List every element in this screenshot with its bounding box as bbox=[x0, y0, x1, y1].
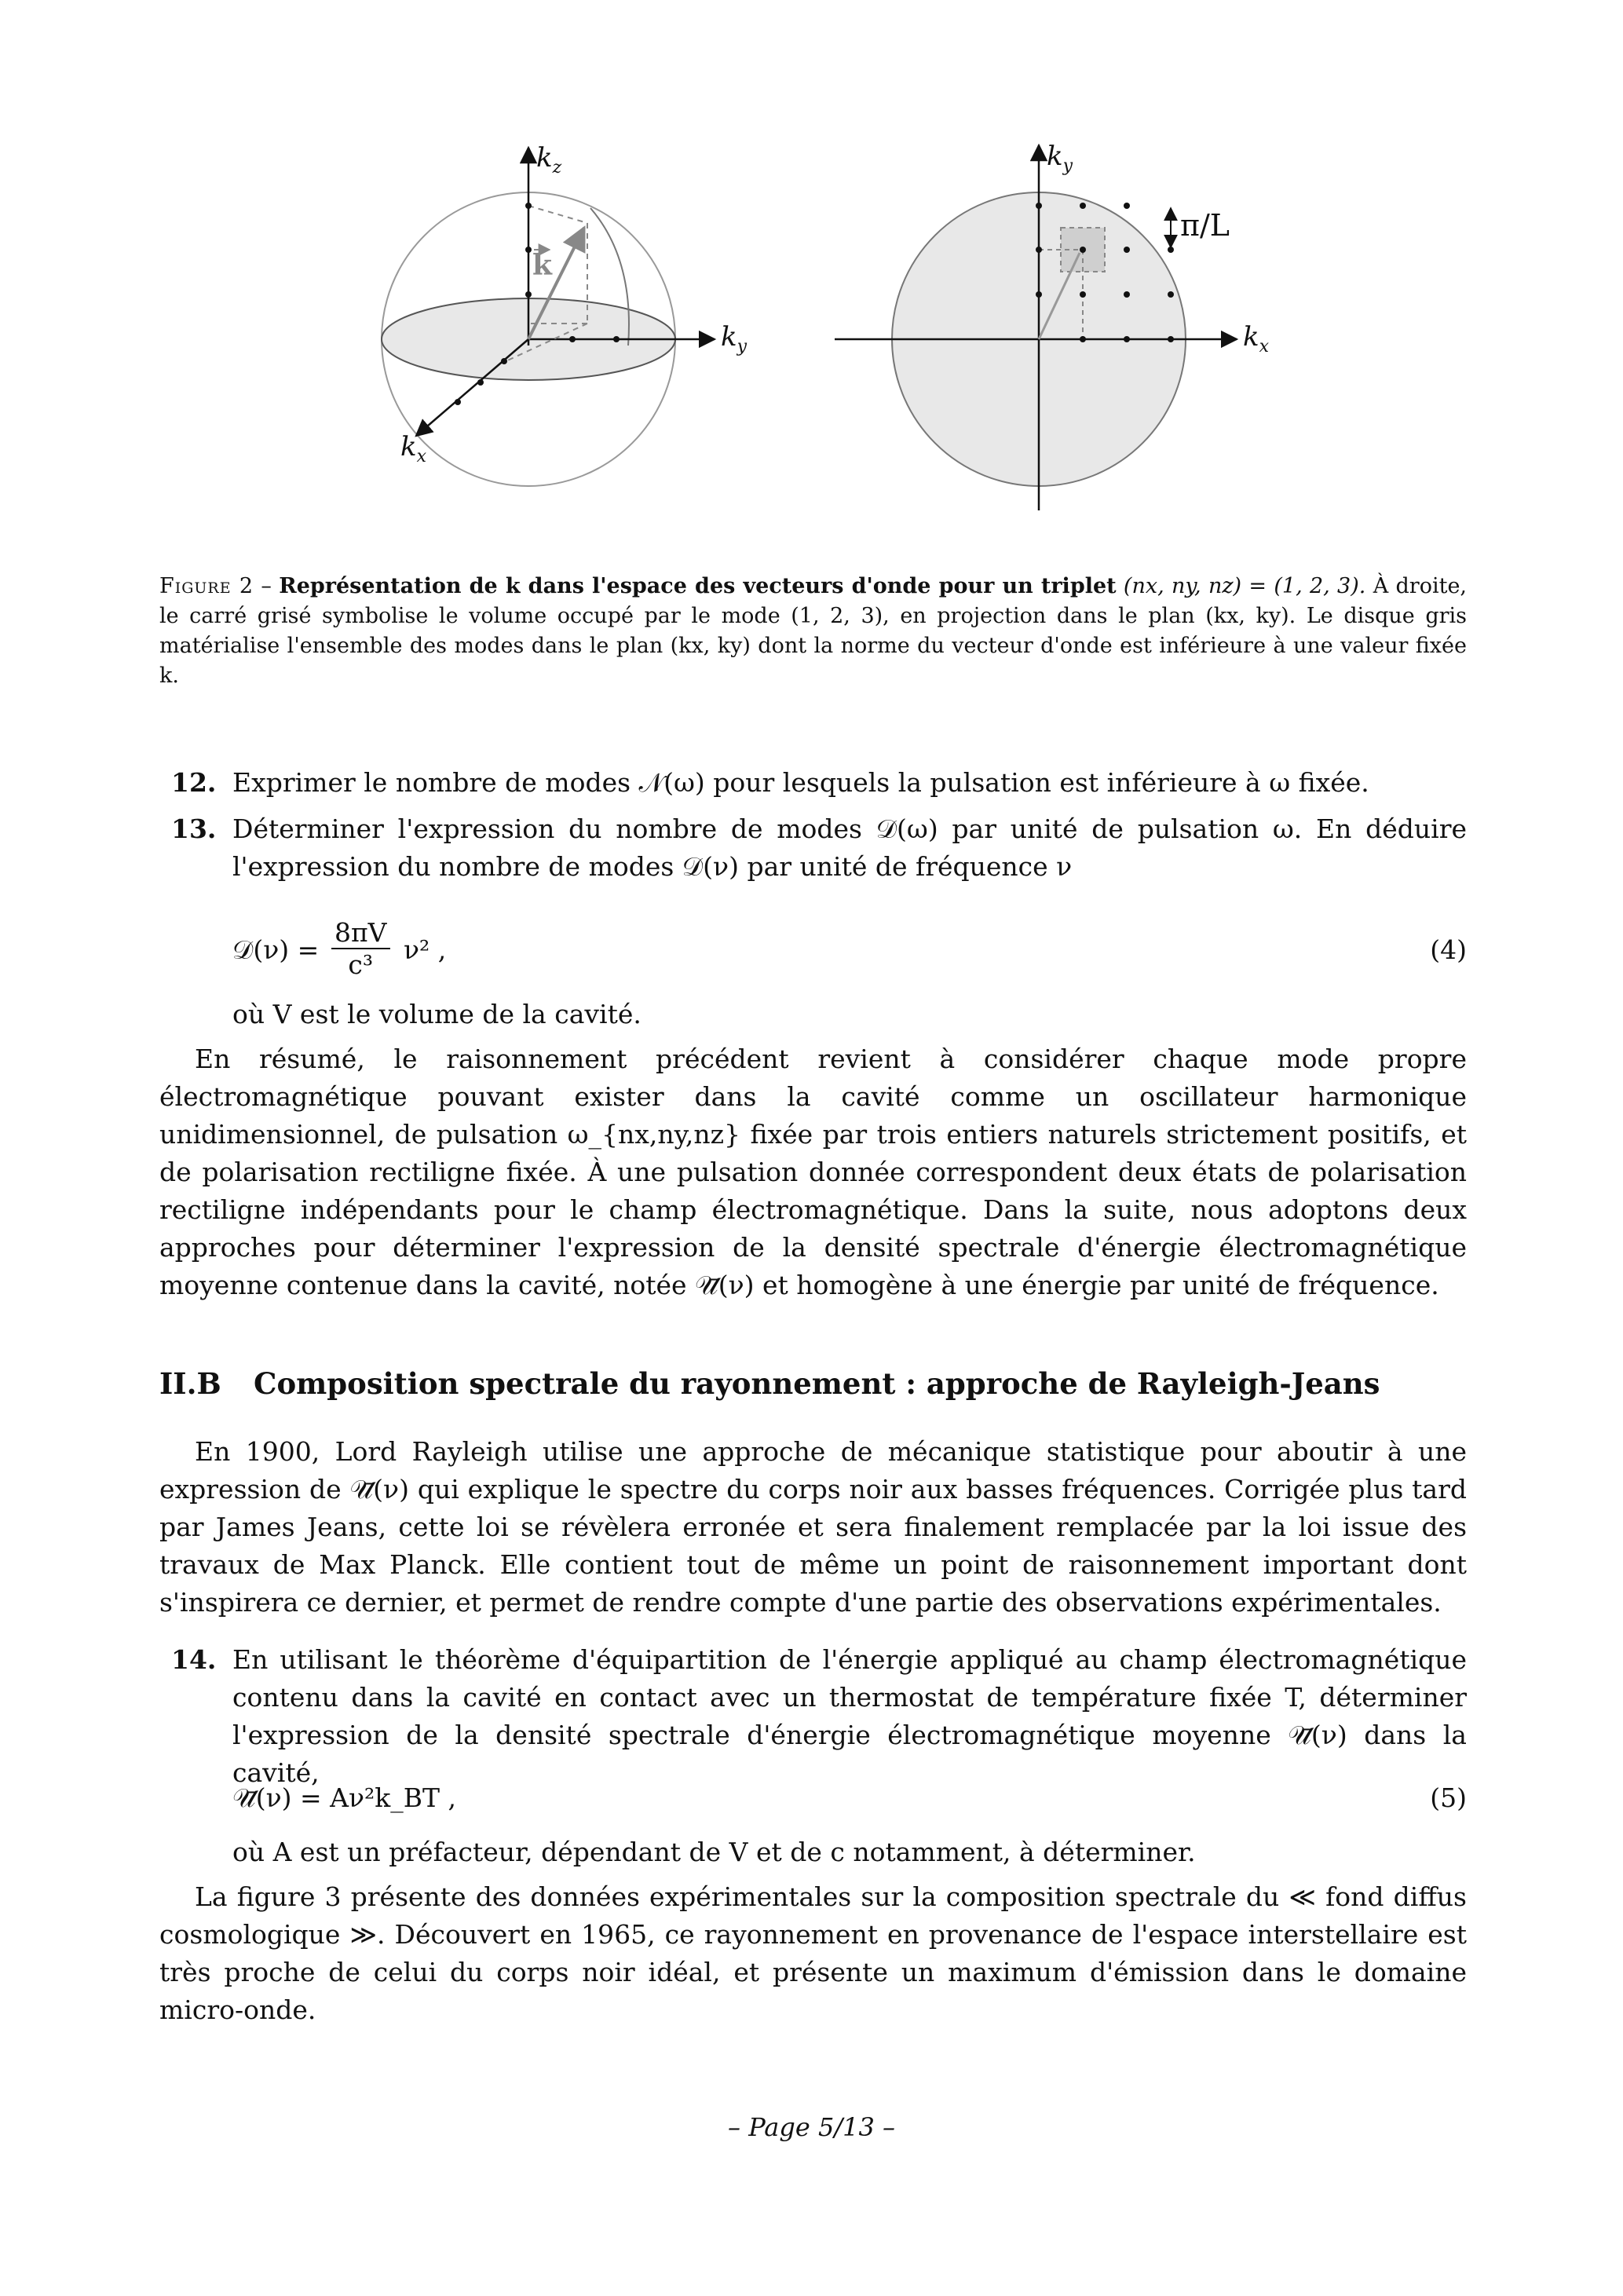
caption-dash: – bbox=[254, 574, 280, 598]
eq4-fraction bbox=[331, 917, 390, 980]
question-text: Exprimer le nombre de modes 𝒩(ω) pour lesquels la pulsation est inférieure à ω fixée. bbox=[232, 767, 1369, 798]
question-text: En utilisant le théorème d'équipartition de l'énergie appliqué au champ électromagnétique contenu dans la cavité en contact avec un thermostat de température fixée T, déterminer l'expression de la densité spectrale d'énergie électromagnétique moyenne 𝒰̄(ν) dans la cavité, bbox=[232, 1644, 1467, 1788]
eq4-rhs: ν² , bbox=[404, 934, 447, 965]
paragraph-resume: En résumé, le raisonnement précédent revient à considérer chaque mode propre électromagnétique pouvant exister dans la cavité comme un oscillateur harmonique unidimensionnel, de pulsation ω_{nx,ny,nz} fixée par trois entiers naturels strictement positifs, et de polarisation rectiligne fixée. À une pulsation donnée correspondent deux états de polarisation rectiligne indépendants pour le champ électromagnétique. Dans la suite, nous adoptons deux approches pour déterminer l'expression de la densité spectrale d'énergie électromagnétique moyenne contenue dans la cavité, notée 𝒰̄(ν) et homogène à une énergie par unité de fréquence. bbox=[159, 1044, 1467, 1300]
q13-after: où V est le volume de la cavité. bbox=[232, 999, 642, 1029]
eq4-numerator: 8πV bbox=[331, 917, 390, 949]
kz-label: $k_z$ bbox=[536, 142, 562, 177]
section-heading bbox=[159, 1366, 1380, 1401]
caption-text: À droite, le carré grisé symbolise le volume occupé par le mode (1, 2, 3), en projection dans le plan (kx, ky). Le disque gris matérialise l'ensemble des modes dans le plan (kx, ky) dont la norme du vecteur d'onde est inférieure à une valeur fixée k. bbox=[159, 574, 1467, 688]
figure-caption bbox=[159, 572, 1467, 691]
equation-5 bbox=[232, 1782, 1467, 1814]
kx-label-right: $k_x$ bbox=[1243, 321, 1270, 356]
k-vector-label: k bbox=[532, 249, 552, 282]
sphere-diagram bbox=[382, 142, 748, 486]
question-14 bbox=[171, 1641, 1467, 1792]
section-title: Composition spectrale du rayonnement : approche de Rayleigh-Jeans bbox=[254, 1366, 1380, 1401]
figure-2 bbox=[0, 0, 1623, 550]
question-number: 13. bbox=[171, 813, 217, 844]
question-number: 12. bbox=[171, 767, 217, 798]
figure-title: Représentation de k dans l'espace des vecteurs d'onde pour un triplet bbox=[279, 574, 1117, 598]
equation-number: (5) bbox=[1430, 1782, 1467, 1813]
figure-label: Figure 2 bbox=[159, 574, 254, 598]
q14-after: où A est un préfacteur, dépendant de V et de c notamment, à déterminer. bbox=[232, 1837, 1196, 1867]
question-12 bbox=[171, 764, 1467, 802]
disk-diagram bbox=[835, 141, 1270, 510]
paragraph-figure3: La figure 3 présente des données expérimentales sur la composition spectrale du ≪ fond diffus cosmologique ≫. Découvert en 1965, ce rayonnement en provenance de l'espace interstellaire est très proche de celui du corps noir idéal, et présente un maximum d'émission dans le domaine micro-onde. bbox=[159, 1881, 1467, 2025]
kx-label: $k_x$ bbox=[400, 431, 427, 466]
ky-label-right: $k_y$ bbox=[1047, 141, 1073, 176]
page-footer: – Page 5/13 – bbox=[728, 2112, 895, 2142]
eq4-denominator: c³ bbox=[348, 949, 374, 980]
section-number: II.B bbox=[159, 1366, 221, 1401]
equation-number: (4) bbox=[1430, 934, 1467, 965]
question-13 bbox=[171, 810, 1467, 886]
eq5-body: 𝒰̄(ν) = Aν²k_BT , bbox=[232, 1782, 456, 1813]
ky-label: $k_y$ bbox=[721, 321, 748, 356]
paragraph-rayleigh: En 1900, Lord Rayleigh utilise une approche de mécanique statistique pour aboutir à une expression de 𝒰̄(ν) qui explique le spectre du corps noir aux basses fréquences. Corrigée plus tard par James Jeans, cette loi se révèlera erronée et sera finalement remplacée par la loi issue des travaux de Max Planck. Elle contient tout de même un point de raisonnement important dont s'inspirera ce dernier, et permet de rendre compte d'une partie des observations expérimentales. bbox=[159, 1436, 1467, 1618]
caption-triplet: (nx, ny, nz) = (1, 2, 3). bbox=[1116, 574, 1366, 598]
question-number: 14. bbox=[171, 1644, 217, 1675]
question-text: Déterminer l'expression du nombre de modes 𝒟(ω) par unité de pulsation ω. En déduire l'expression du nombre de modes 𝒟(ν) par unité de fréquence ν bbox=[232, 813, 1467, 882]
equation-4 bbox=[232, 917, 1467, 988]
eq4-lhs: 𝒟(ν) = bbox=[232, 934, 320, 965]
pi-over-l-label: π/L bbox=[1180, 208, 1230, 243]
